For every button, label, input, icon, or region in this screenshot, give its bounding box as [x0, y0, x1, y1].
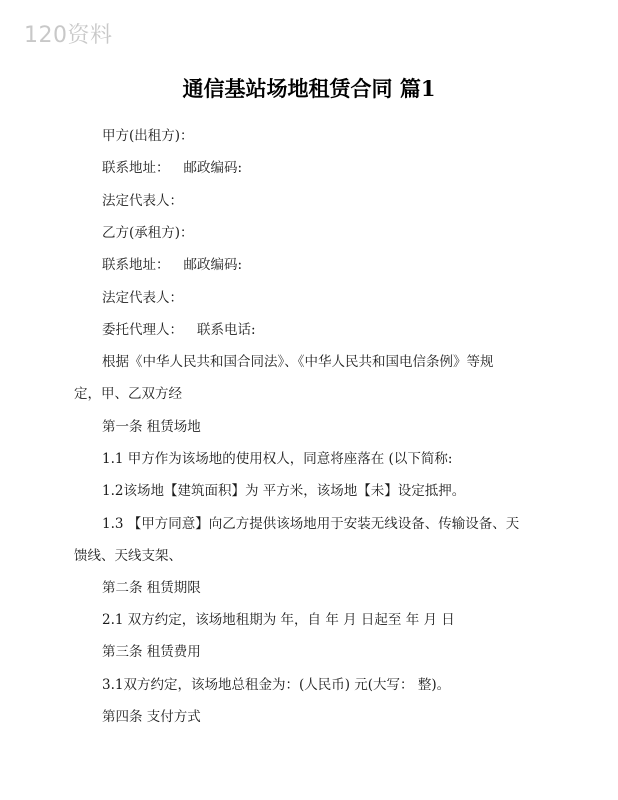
party-a-line: 甲方(出租方)：: [102, 128, 194, 144]
basis-line-2: 定，甲、乙双方经: [74, 386, 182, 402]
clause-1-3-line-2: 馈线、天线支架、: [74, 548, 182, 564]
clause-1-3-line-1: 1.3 【甲方同意】向乙方提供该场地用于安装无线设备、传输设备、天: [102, 516, 520, 532]
phone-label: 联系电话:: [197, 322, 256, 338]
address-a-line: [102, 156, 242, 176]
article-1-heading: 第一条 租赁场地: [102, 419, 201, 435]
clause-1-2: 1.2该场地【建筑面积】为 平方米，该场地【未】设定抵押。: [102, 483, 466, 499]
article-2-heading: 第二条 租赁期限: [102, 580, 201, 596]
clause-1-1: 1.1 甲方作为该场地的使用权人，同意将座落在 (以下简称:: [102, 451, 453, 467]
legal-rep-b-line: 法定代表人：: [102, 290, 183, 306]
clause-2-1: 2.1 双方约定，该场地租期为 年，自 年 月 日起至 年 月 日: [102, 612, 455, 628]
address-b-label: 联系地址：: [102, 257, 170, 273]
agent-line: [102, 318, 256, 338]
postcode-b-label: 邮政编码:: [183, 257, 243, 273]
article-4-heading: 第四条 支付方式: [102, 709, 201, 725]
party-b-line: 乙方(承租方)：: [102, 225, 194, 241]
document-title: 通信基站场地租赁合同 篇1: [182, 76, 436, 101]
address-a-label: 联系地址：: [102, 160, 170, 176]
agent-label: 委托代理人：: [102, 322, 183, 338]
clause-3-1: 3.1双方约定，该场地总租金为：(人民币) 元(大写： 整)。: [102, 677, 451, 693]
article-3-heading: 第三条 租赁费用: [102, 644, 201, 660]
postcode-a-label: 邮政编码:: [183, 160, 243, 176]
legal-rep-a-line: 法定代表人：: [102, 193, 183, 209]
watermark-logo: 120资料: [24, 23, 113, 48]
basis-line-1: 根据《中华人民共和国合同法》、《中华人民共和国电信条例》等规: [102, 354, 494, 370]
address-b-line: [102, 253, 242, 273]
